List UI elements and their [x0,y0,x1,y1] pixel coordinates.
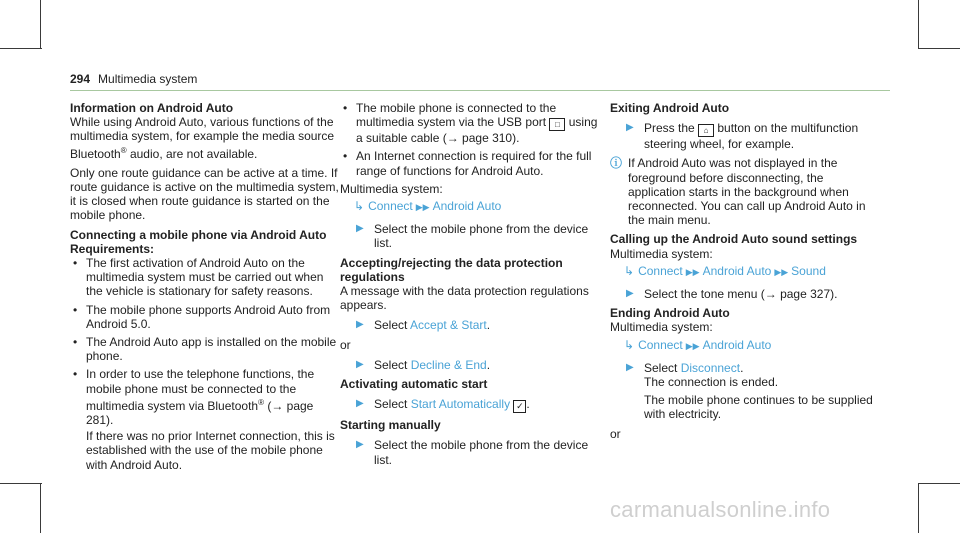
crop-mark [918,483,960,484]
step-arrow-icon: ▶ [626,122,634,134]
heading-accept-reject: Accepting/rejecting the data protection regulations [340,255,563,284]
or-label: or [340,337,351,352]
menu-item-android-auto[interactable]: Android Auto [432,199,502,214]
column-3 [610,101,880,446]
return-arrow-icon: ↳ [624,337,635,352]
list-item: • In order to use the telephone functions, the mobile phone must be connected to the multimedia system via Bluetooth® (→ page 281). If there was no prior Internet connection, this is established with the use of the mobile phone with Android Auto. [70,367,340,471]
or-label: or [610,426,621,441]
crop-mark [40,0,41,48]
menu-path [610,338,880,353]
menu-item-android-auto[interactable]: Android Auto [702,337,772,352]
page-reference: (→ page 281). [86,398,314,428]
result-text: The connection is ended. [644,375,779,390]
heading-starting-manually: Starting manually [340,418,441,433]
list-item: • The mobile phone supports Android Auto from Android 5.0. [70,303,340,331]
step-arrow-icon: ▶ [626,361,634,373]
step: ▶ Select the mobile phone from the device list. [356,438,589,467]
step: ▶ Select Start Automatically ✓ . [356,397,530,412]
heading-activating: Activating automatic start [340,377,488,392]
requirements-list-continued [340,101,602,178]
step: ▶ Select the mobile phone from the device list. [356,222,589,251]
crop-mark [918,48,960,49]
menu-path [610,264,880,279]
step: ▶ Select Disconnect. The connection is ended. The mobile phone continues to be supplied with electricity. [610,361,880,422]
heading-ending: Ending Android Auto [610,306,730,321]
step: ▶ Press the ⌂ button on the multifunction steering wheel, for example. [626,121,859,152]
info-icon: ⓘ [610,156,623,171]
page-header [70,72,197,86]
column-1 [70,101,340,477]
step-arrow-icon: ▶ [356,358,364,370]
heading-connecting: Connecting a mobile phone via Android Auto [70,227,327,242]
checkbox-checked-icon: ✓ [513,400,526,413]
chevron-right-icon: ▶▶ [774,266,789,277]
step-arrow-icon: ▶ [356,223,364,235]
step: ▶ Select the tone menu (→ page 327). [626,287,838,302]
step-arrow-icon: ▶ [626,288,634,300]
menu-item-disconnect[interactable]: Disconnect [680,360,741,375]
return-arrow-icon: ↳ [354,199,365,214]
step-arrow-icon: ▶ [356,319,364,331]
info-note: ⓘ If Android Auto was not displayed in the foreground before disconnecting, the application starts in the background when reconnected. You can call up Android Auto in the main menu. [610,156,866,228]
menu-item-sound[interactable]: Sound [791,263,826,278]
header-rule [70,90,890,91]
list-item: • An Internet connection is required for the full range of functions for Android Auto. [340,149,602,177]
page-title: Multimedia system [98,72,198,86]
crop-mark [918,0,919,48]
multimedia-system-label: Multimedia system: [340,181,443,196]
chevron-right-icon: ▶▶ [685,266,700,277]
list-item: • The mobile phone is connected to the multimedia system via the USB port □ using a suitable cable (→ page 310). [340,101,602,145]
menu-item-connect[interactable]: Connect [638,337,683,352]
crop-mark [0,483,42,484]
step: ▶ Select Accept & Start. [356,318,491,333]
step-arrow-icon: ▶ [356,439,364,451]
chevron-right-icon: ▶▶ [415,202,430,213]
watermark: carmanualsonline.info [610,497,831,522]
menu-item-decline-end[interactable]: Decline & End [410,357,487,372]
list-item-note: If there was no prior Internet connection, this is established with the use of the mobile phone with Android Auto. [86,429,335,472]
heading-info: Information on Android Auto [70,101,234,115]
heading-exiting: Exiting Android Auto [610,101,730,115]
menu-item-start-automatically[interactable]: Start Automatically [410,397,511,412]
multimedia-system-label: Multimedia system: [610,320,713,335]
step-arrow-icon: ▶ [356,398,364,410]
requirements-list [70,256,340,472]
heading-requirements: Requirements: [70,241,155,256]
heading-sound-settings: Calling up the Android Auto sound settings [610,232,858,247]
list-item: • The Android Auto app is installed on the mobile phone. [70,335,340,363]
paragraph-route: Only one route guidance can be active at a time. If route guidance is active on the multimedia system, it is closed when route guidance is started on the mobile phone. [70,165,339,223]
menu-item-android-auto[interactable]: Android Auto [702,263,772,278]
page-number: 294 [70,72,91,86]
column-2 [340,101,602,472]
home-icon: ⌂ [698,124,714,137]
menu-item-connect[interactable]: Connect [368,199,413,214]
crop-mark [40,483,41,533]
result-text: The mobile phone continues to be supplied with electricity. [644,393,873,422]
paragraph-info: While using Android Auto, various functions of the multimedia system, for example the media source Bluetooth® audio, are not available. [70,115,335,161]
crop-mark [0,48,42,49]
step: ▶ Select Decline & End. [356,357,491,372]
paragraph-message: A message with the data protection regulations appears. [340,284,589,313]
menu-item-accept-start[interactable]: Accept & Start [410,318,487,333]
chevron-right-icon: ▶▶ [685,340,700,351]
menu-path [340,199,602,214]
return-arrow-icon: ↳ [624,263,635,278]
list-item: • The first activation of Android Auto on the multimedia system must be carried out when the vehicle is stationary for safety reasons. [70,256,340,299]
usb-icon: □ [549,118,565,131]
crop-mark [918,483,919,533]
multimedia-system-label: Multimedia system: [610,246,713,261]
menu-item-connect[interactable]: Connect [638,263,683,278]
